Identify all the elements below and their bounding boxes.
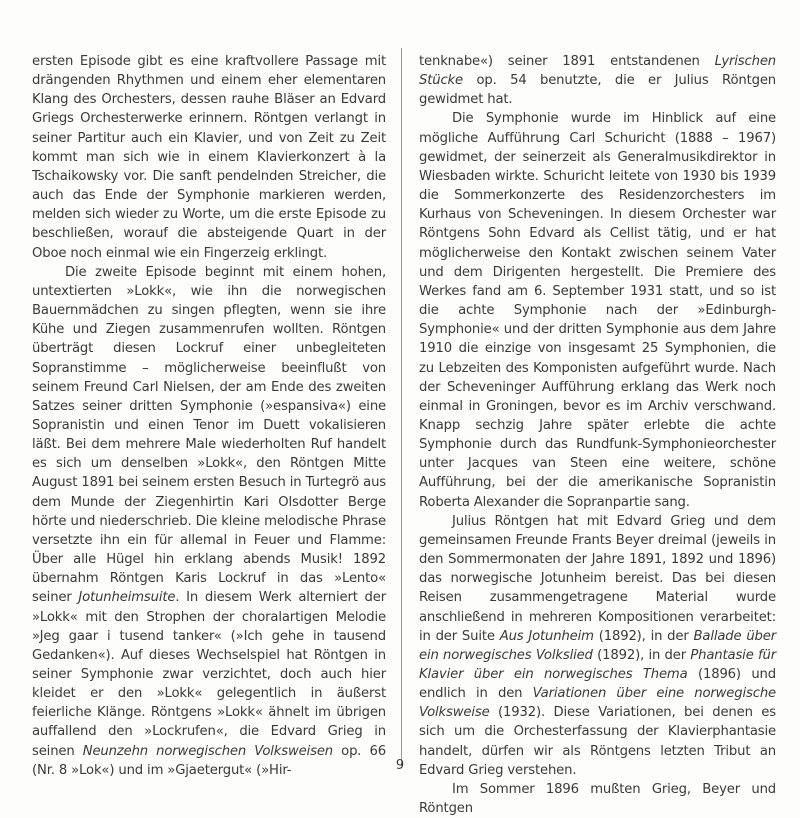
text-run: Die Symphonie wurde im Hinblick auf eine mögliche Aufführung Carl Schuricht (1888 – 1967) gewidmet, der seinerzeit als Generalmusikdirektor in Wiesbaden wirkte. Schuricht leitete von 1930 bis 1939 die Sommerkonzerte des Residenzorchesters im Kurhaus von Scheveningen. In diesem Orchester war Röntgens Sohn Edvard als Cellist tätig, und er hat möglicherweise den Kontakt zwischen seinem Vater und dem Dirigenten hergestellt. Die Premiere des Werkes fand am 6. September 1931 statt, und so ist die achte Symphonie nach der »Edinburgh-Symphonie« und der dritten Symphonie aus dem Jahre 1910 die einzige von insgesamt 25 Symphonien, die zu Lebzeiten des Komponisten aufgeführt wurde. Nach der Scheveninger Aufführung erklang das Werk noch einmal in Groningen, bevor es im Archiv verschwand. Knapp sechzig Jahre später erlebte die achte Symphonie durch das Rundfunk-Symphonieorchester unter Jacques van Steen eine weitere, schöne Aufführung, bei der die amerikanische Sopranistin Roberta Alexander die Sopranpartie sang. (419, 111, 776, 510)
italic-title: Aus Jotunheim (499, 628, 594, 644)
italic-title: Lyrischen Stücke (419, 54, 776, 89)
text-run: . In diesem Werk alterniert der »Lokk« mit den Strophen der choralartigen Melodie »Jeg gaar i tusend tanker« (»Ich gehe in tausend Gedanken«). Auf dieses Wechselspiel hat Röntgen in seiner Symphonie zwar verzichtet, doch auch hier kleidet er den »Lokk« gelegentlich in äußerst feierliche Klänge. Röntgens »Lokk« ähnelt im übrigen auffallend den »Lockrufen«, die Edvard Grieg in seinen (32, 590, 386, 759)
text-run: Die zweite Episode beginnt mit einem hohen, untextierten »Lokk«, wie ihn die norwegischen Bauernmädchen zu singen pflegten, wenn sie ihre Kühe und Ziegen zusammenrufen wollten. Röntgen überträgt diesen Lockruf einer unbegleiteten Sopranstimme – möglicherweise beeinflußt von seinem Freund Carl Nielsen, der am Ende des zweiten Satzes seiner dritten Symphonie (»espansiva«) eine Sopranistin und einen Tenor im Duett vokalisieren läßt. Bei dem mehrere Male wiederholten Ruf handelt es sich um denselben »Lokk«, den Röntgen Mitte August 1891 bei seinem ersten Besuch in Turtegrö aus dem Munde der Ziegenhirtin Kari Olsdotter Berge hörte und niederschrieb. Die kleine melodische Phrase versetzte ihn ein für allemal in Feuer und Flamme: Über alle Hügel hin erklang abends Musik! 1892 übernahm Röntgen Karis Lockruf in das »Lento« seiner (32, 264, 386, 606)
text-run: ersten Episode gibt es eine kraftvollere Passage mit drängenden Rhythmen und einem eher elementaren Klang des Orchesters, dessen rauhe Bläser an Edvard Griegs Orchesterwerke erinnern. Röntgen verlangt in seiner Partitur auch ein Klavier, und von Zeit zu Zeit kommt man sich wie in einem Klavierkonzert à la Tschaikowsky vor. Die sanft pendelnden Streicher, die auch das Ende der Symphonie markieren werden, melden sich wieder zu Worte, um die erste Episode zu beschließen, worauf die absteigende Quart in der Oboe noch einmal wie ein Fingerzeig erklingt. (32, 54, 386, 261)
italic-title: Phantasie für Klavier über ein norwegisches Thema (419, 647, 776, 682)
paragraph (419, 780, 776, 818)
italic-title: Jotunheimsuite (78, 590, 176, 606)
paragraph (419, 512, 776, 780)
left-text-column (32, 52, 386, 780)
paragraph (419, 109, 776, 511)
text-run: op. 66 (Nr. 8 »Lok«) und im »Gjaetergut« (»Hir- (32, 743, 386, 778)
text-run: op. 54 benutzte, die er Julius Röntgen gewidmet hat. (419, 73, 776, 108)
paragraph (32, 263, 386, 780)
paragraph (419, 52, 776, 109)
column-divider (401, 48, 402, 766)
italic-title: Neunzehn norwegischen Volksweisen (82, 743, 333, 759)
right-text-column (419, 52, 776, 818)
italic-title: Variationen über eine norwegische Volksweise (419, 686, 776, 721)
text-run: (1892), in der (592, 647, 691, 663)
text-run: (1932). Diese Variationen, bei denen es sich um die Orchesterfassung der Klavierphantasie handelt, dürfen wir als Röntgens letzten Tribut an Edvard Grieg verstehen. (419, 705, 776, 778)
page-number: 9 (395, 758, 405, 773)
paragraph (32, 52, 386, 263)
text-run: (1892), in der (593, 628, 694, 644)
text-run: Julius Röntgen hat mit Edvard Grieg und dem gemeinsamen Freunde Frants Beyer dreimal (jeweils in den Sommermonaten der Jahre 1891, 1892 und 1896) das norwegische Jotunheim bereist. Das bei diesen Reisen zusammengetragene Material wurde anschließend in mehreren Kompositionen verarbeitet: in der Suite (419, 513, 776, 644)
italic-title: Ballade über ein norwegisches Volkslied (419, 628, 777, 663)
text-run: Im Sommer 1896 mußten Grieg, Beyer und Röntgen (419, 781, 776, 817)
text-run: (1896) und endlich in den (419, 667, 776, 702)
text-run: tenknabe«) seiner 1891 entstandenen (419, 54, 715, 69)
